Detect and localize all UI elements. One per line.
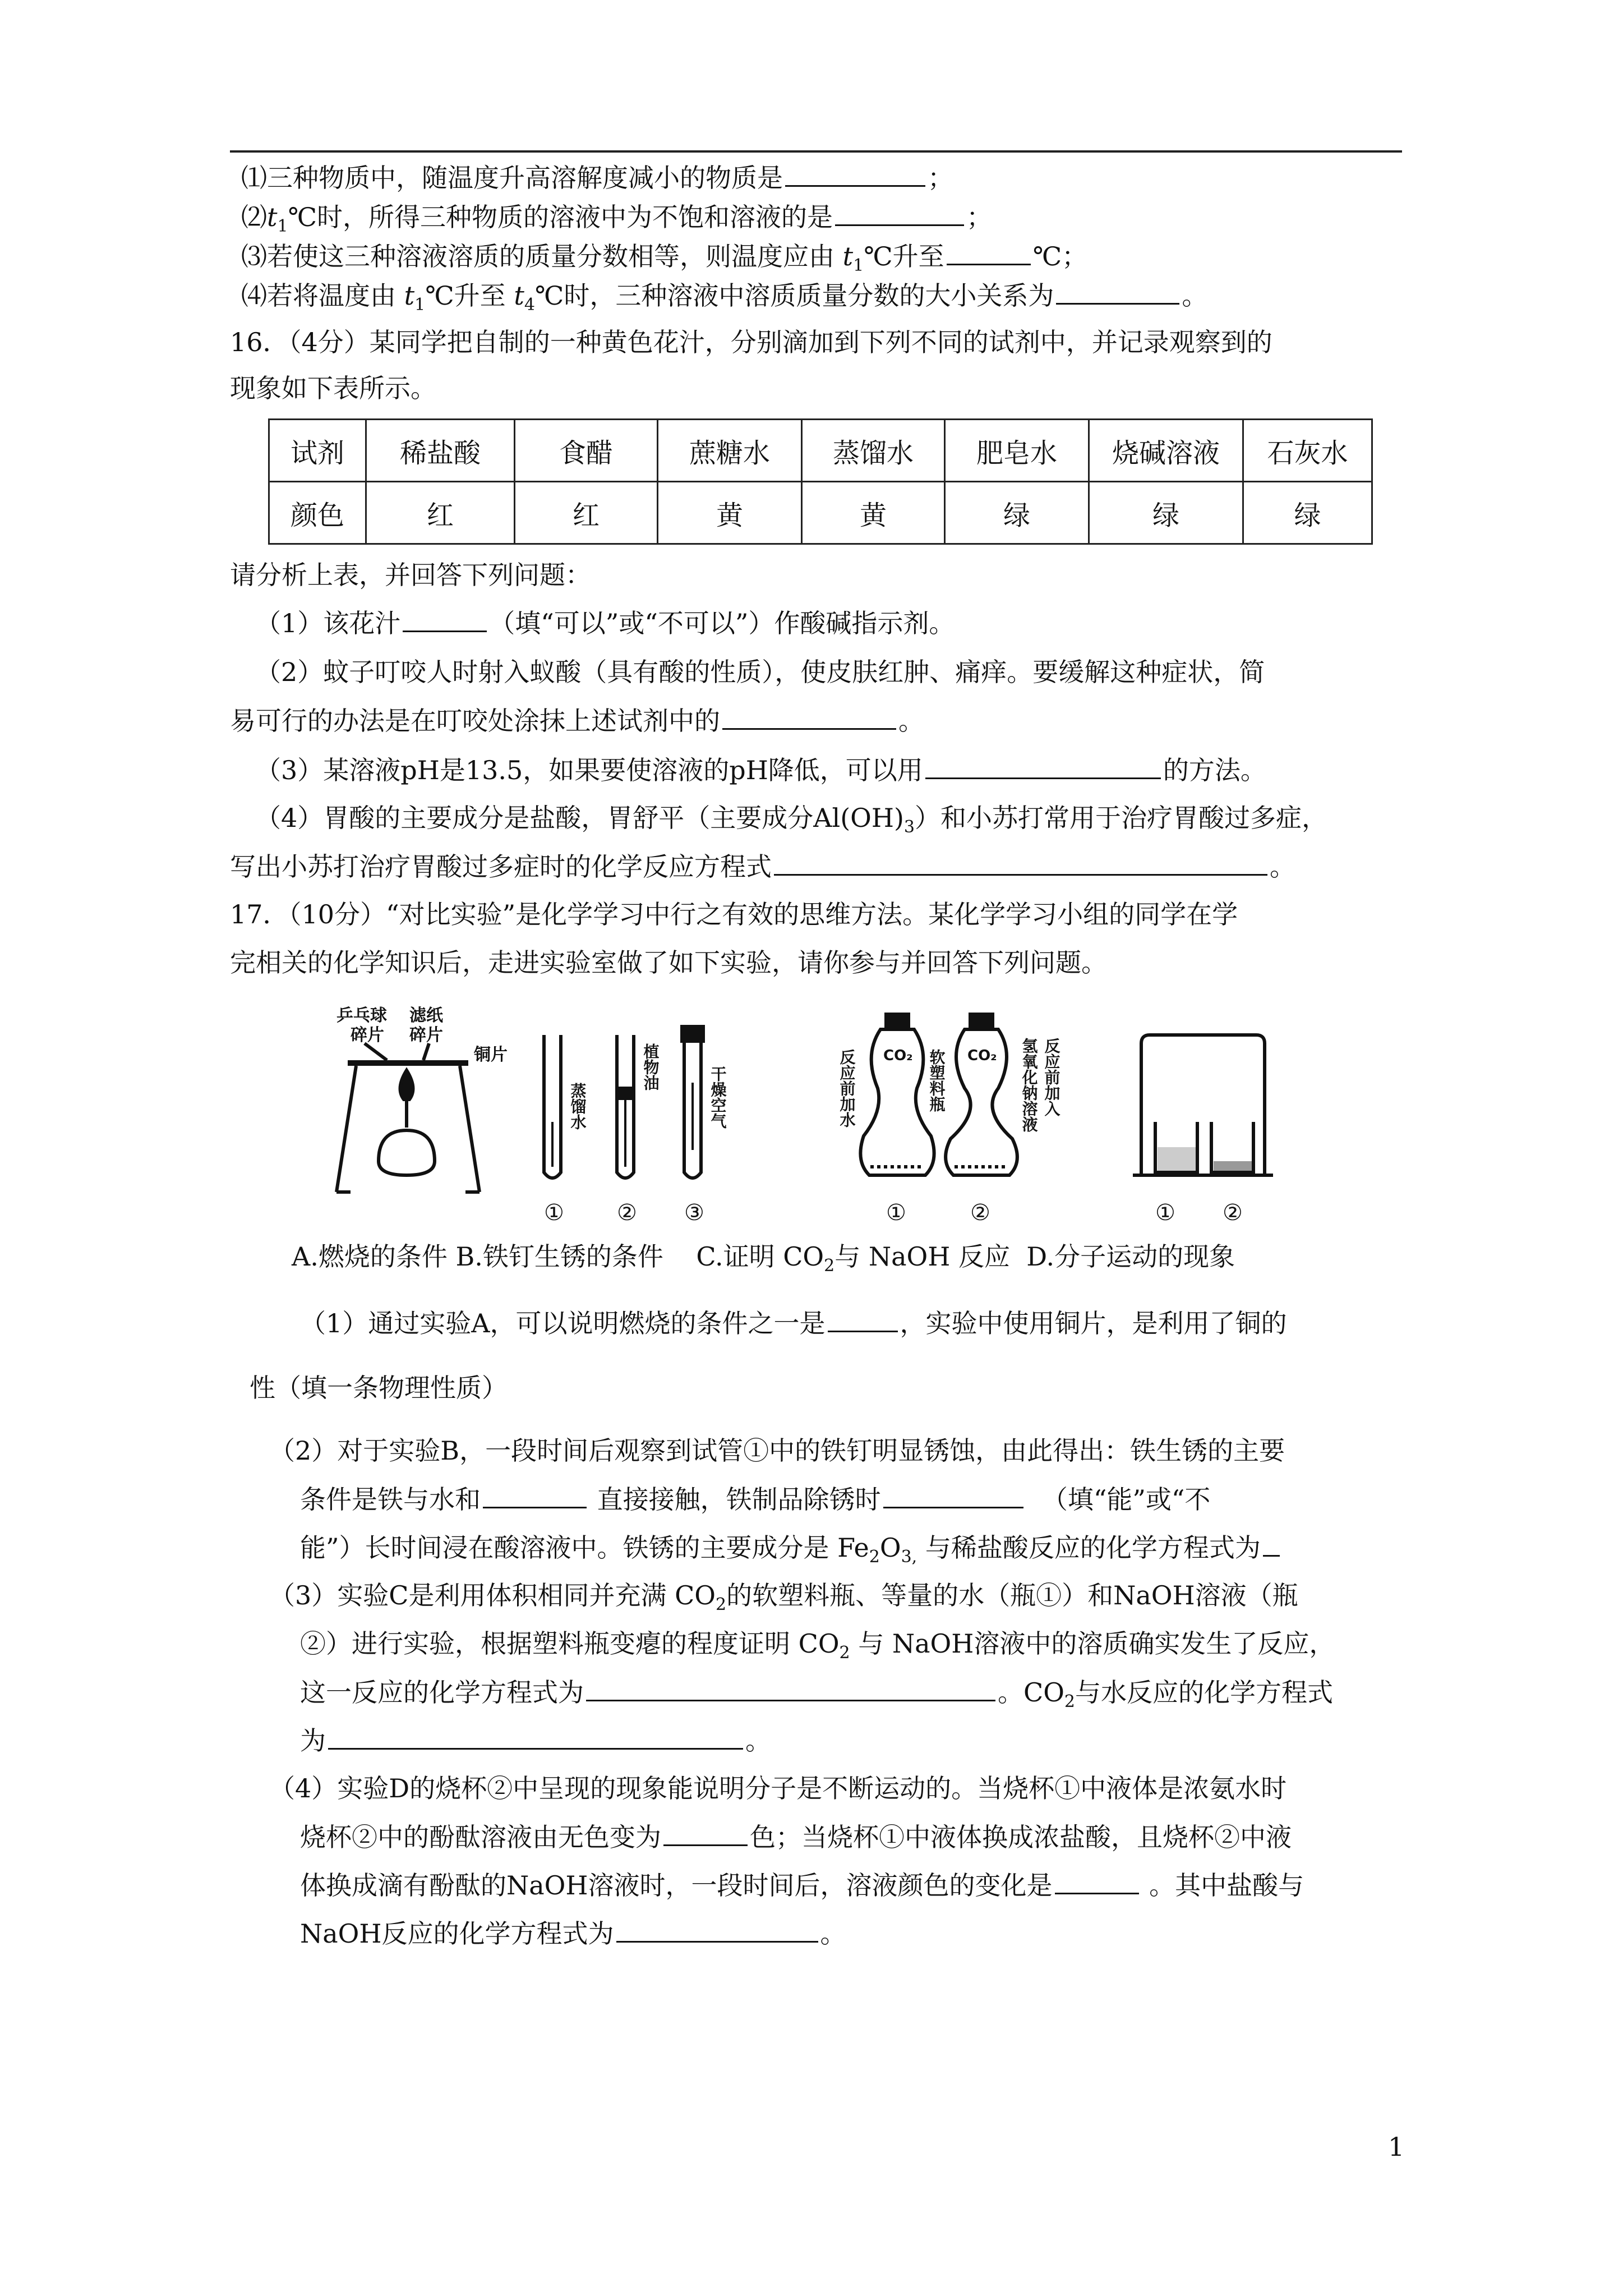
q17-sub2-text4: 能”）长时间浸在酸溶液中。铁锈的主要成分是 Fe [300,1533,869,1563]
label-co2-right: CO₂ [967,1047,997,1064]
q17-sub2-text5: O [879,1533,901,1563]
answer-blank[interactable] [925,753,1161,779]
q15-part3-text: ⑶若使这三种溶液溶质的质量分数相等，则温度应由 [241,241,843,272]
caption-a: A.燃烧的条件 [292,1241,448,1272]
var-t: t [514,280,524,311]
reagent-color-table [268,418,1373,545]
q15-part1-text: ⑴三种物质中，随温度升高溶解度减小的物质是 [241,163,783,193]
table-cell: 绿 [1089,482,1243,544]
q17-sub2-line2 [300,1482,1210,1516]
label-naoh-solution: 氢氧化钠溶液 [1020,1038,1039,1132]
subscript: 1 [414,295,426,315]
page-number: 1 [1388,2132,1405,2162]
q17-sub3-text8: 为 [300,1726,326,1756]
q17-sub3-text7: 与水反应的化学方程式 [1075,1677,1334,1708]
answer-blank[interactable] [828,1306,898,1332]
q16-instruction: 请分析上表，并回答下列问题： [230,560,591,590]
q17-sub3-text4: 与 NaOH溶液中的溶质确实发生了反应， [850,1628,1335,1659]
figure-captions [292,1240,1235,1283]
q16-intro-line1: 16．（4分）某同学把自制的一种黄色花汁，分别滴加到下列不同的试剂中，并记录观察到的 [230,327,1272,357]
q16-sub4-text: （4）胃酸的主要成分是盐酸，胃舒平（主要成分Al(OH) [255,803,904,833]
q17-sub4-line4 [300,1916,846,1950]
q17-sub3-text3: ②）进行实验，根据塑料瓶变瘪的程度证明 CO [300,1628,840,1659]
q15-part1-end: ； [928,163,953,193]
var-t: t [842,241,854,272]
table-cell: 蔗糖水 [658,420,802,482]
answer-blank[interactable] [616,1916,818,1943]
q17-sub4-line1: （4）实验D的烧杯②中呈现的现象能说明分子是不断运动的。当烧杯①中液体是浓氨水时 [269,1773,1287,1803]
answer-blank[interactable] [947,239,1031,265]
label-fragments: 碎片 [351,1025,384,1045]
label-dry-air: 干燥空气 [708,1066,727,1129]
label-add-before: 反应前加入 [1042,1038,1061,1116]
q17-sub4-text4: 。其中盐酸与 [1149,1870,1304,1901]
answer-blank[interactable] [663,1820,748,1846]
subscript: 2 [869,1547,880,1567]
table-cell: 黄 [802,482,945,544]
table-cell: 绿 [1243,482,1372,544]
label-filter-paper: 滤纸 [409,1006,443,1025]
experiment-figure [325,1004,1307,1228]
subscript: 1 [277,217,288,237]
label-num-2: ② [1223,1200,1243,1226]
label-fragments2: 碎片 [409,1025,443,1045]
label-num-1: ① [1155,1200,1175,1226]
q15-part2-text: ℃时，所得三种物质的溶液中为不饱和溶液的是 [288,202,833,232]
q15-part2 [241,200,992,243]
q15-part3 [241,239,1087,283]
label-num-2: ② [617,1200,637,1226]
answer-blank[interactable] [403,606,487,632]
answer-blank[interactable] [785,160,925,187]
label-co2-left: CO₂ [883,1047,913,1064]
q17-sub4-text5: NaOH反应的化学方程式为 [300,1918,614,1949]
table-cell: 稀盐酸 [366,420,515,482]
experiment-c-bottles [838,1014,1061,1226]
table-cell: 石灰水 [1243,420,1372,482]
answer-blank[interactable] [1055,1868,1139,1894]
q17-sub3-line2 [300,1627,1335,1670]
caption-c-text: C.证明 CO [696,1241,824,1272]
q15-part4-text3: ℃时，三种溶液中溶质质量分数的大小关系为 [534,280,1054,311]
label-num-3: ③ [684,1200,704,1226]
q17-sub2-text3: （填“能”或“不 [1041,1484,1211,1515]
q15-part2-end: ； [966,202,993,232]
q17-sub4-end: 。 [820,1918,846,1949]
q15-part3-text2: ℃升至 [864,241,944,272]
q15-part4-text2: ℃升至 [425,280,514,311]
var-t: t [267,202,278,232]
q16-sub3 [255,753,1266,787]
table-cell: 肥皂水 [945,420,1089,482]
q16-sub1-text: （1）该花汁 [255,608,401,638]
q16-sub3-text: （3）某溶液pH是13.5，如果要使溶液的pH降低，可以用 [255,755,923,785]
q15-part2-num: ⑵ [241,202,267,232]
table-cell: 食醋 [515,420,658,482]
q17-sub4-line3 [300,1868,1304,1902]
q17-sub3-line1 [269,1579,1298,1622]
q15-part1 [241,160,953,195]
answer-blank[interactable] [483,1482,587,1508]
q16-sub1 [255,606,955,640]
answer-blank[interactable] [835,200,964,226]
q17-sub4-text2: 色；当烧杯①中液体换成浓盐酸，且烧杯②中液 [750,1822,1292,1852]
q16-sub4-line1 [255,801,1327,844]
q16-sub4-text2: ）和小苏打常用于治疗胃酸过多症， [915,803,1328,833]
q17-sub2-text6: 与稀盐酸反应的化学方程式为 [917,1533,1261,1563]
subscript: 2 [1064,1692,1076,1712]
table-cell: 烧碱溶液 [1089,420,1243,482]
table-cell: 试剂 [269,420,366,482]
q17-sub1-text: （1）通过实验A，可以说明燃烧的条件之一是 [300,1308,826,1338]
table-row [269,482,1372,544]
label-num-2: ② [970,1200,990,1226]
label-num-1: ① [544,1200,564,1226]
q16-sub4-end: 。 [1270,852,1295,882]
q17-sub3-end: 。 [745,1726,771,1756]
answer-blank[interactable] [722,703,896,730]
label-distilled-water: 蒸馏水 [568,1083,587,1130]
q15-part3-end: ℃； [1032,241,1088,272]
q15-part4 [241,278,1207,322]
q17-sub2-line1: （2）对于实验B，一段时间后观察到试管①中的铁钉明显锈蚀，由此得出：铁生锈的主要 [269,1435,1285,1466]
q16-sub2-line1: （2）蚊子叮咬人时射入蚁酸（具有酸的性质），使皮肤红肿、痛痒。要缓解这种症状，简 [255,657,1265,687]
label-vegetable-oil: 植物油 [641,1043,660,1091]
q17-sub4-line2 [300,1820,1292,1854]
q17-sub3-text: （3）实验C是利用体积相同并充满 CO [269,1580,716,1611]
subscript: 2 [824,1256,835,1276]
q17-sub2-line3 [300,1530,1282,1574]
label-soft-bottle: 软塑料瓶 [927,1049,946,1112]
experiment-d-beakers [1133,1035,1273,1226]
caption-d: D.分子运动的现象 [1026,1241,1235,1272]
table-cell: 蒸馏水 [802,420,945,482]
table-cell: 颜色 [269,482,366,544]
q16-sub4-line2 [230,849,1295,884]
q17-intro-line2: 完相关的化学知识后，走进实验室做了如下实验，请你参与并回答下列问题。 [230,947,1107,978]
subscript: 2 [839,1643,850,1663]
q17-sub3-line3 [300,1675,1333,1719]
answer-blank[interactable] [1263,1530,1280,1557]
label-add-water: 反应前加水 [837,1049,856,1128]
label-num-1: ① [886,1200,906,1226]
table-cell: 绿 [945,482,1089,544]
subscript: 2 [716,1595,727,1615]
q16-sub3-end: 的方法。 [1163,755,1266,785]
table-header-row [269,420,1372,482]
table-cell: 黄 [658,482,802,544]
subscript: 3, [901,1547,917,1567]
q17-sub3-text2: 的软塑料瓶、等量的水（瓶①）和NaOH溶液（瓶 [726,1580,1298,1611]
subscript: 4 [524,295,535,315]
q16-sub2-line2 [230,703,924,738]
table-cell: 红 [366,482,515,544]
q17-sub3-line4 [300,1723,771,1757]
q16-sub2-text: 易可行的办法是在叮咬处涂抹上述试剂中的 [230,706,720,736]
label-copper-sheet: 铜片 [474,1045,508,1065]
answer-blank[interactable] [328,1723,743,1750]
answer-blank[interactable] [1056,278,1179,305]
q16-sub4-text3: 写出小苏打治疗胃酸过多症时的化学反应方程式 [230,852,772,882]
caption-b: B.铁钉生锈的条件 [455,1241,663,1272]
q17-sub3-text6: 。CO [998,1677,1064,1708]
q17-sub2-text2: 直接接触，铁制品除锈时 [589,1484,881,1515]
q15-part4-text: ⑷若将温度由 [241,280,404,311]
subscript: 3 [903,817,915,838]
q17-sub1-line2: 性（填一条物理性质） [250,1373,508,1403]
answer-blank[interactable] [586,1675,995,1701]
q15-part4-end: 。 [1182,280,1208,311]
q17-intro-line1: 17．（10分）“对比实验”是化学学习中行之有效的思维方法。某化学学习小组的同学在学 [230,899,1238,930]
q17-sub1-line1 [300,1306,1287,1340]
q16-sub2-end: 。 [898,706,924,736]
q16-intro-line2: 现象如下表所示。 [230,373,436,403]
experiment-b-test-tubes [544,1027,727,1226]
answer-blank[interactable] [883,1482,1023,1508]
q17-sub4-text3: 体换成滴有酚酞的NaOH溶液时，一段时间后，溶液颜色的变化是 [300,1870,1053,1901]
label-pingpong: 乒乓球 [336,1006,387,1025]
q17-sub3-text5: 这一反应的化学方程式为 [300,1677,584,1708]
caption-c-text2: 与 NaOH 反应 [834,1241,1010,1272]
q17-sub1-text2: ，实验中使用铜片，是利用了铜的 [900,1308,1287,1338]
q16-sub1-text2: （填“可以”或“不可以”）作酸碱指示剂。 [489,608,955,638]
caption-c [696,1241,1010,1276]
answer-blank[interactable] [774,849,1267,876]
experiment-a-apparatus [336,1006,508,1192]
header-rule [230,150,1402,153]
subscript: 1 [853,256,864,276]
q17-sub2-text: 条件是铁与水和 [300,1484,481,1515]
table-cell: 红 [515,482,658,544]
var-t: t [404,280,415,311]
q17-sub4-text: 烧杯②中的酚酞溶液由无色变为 [300,1822,661,1852]
